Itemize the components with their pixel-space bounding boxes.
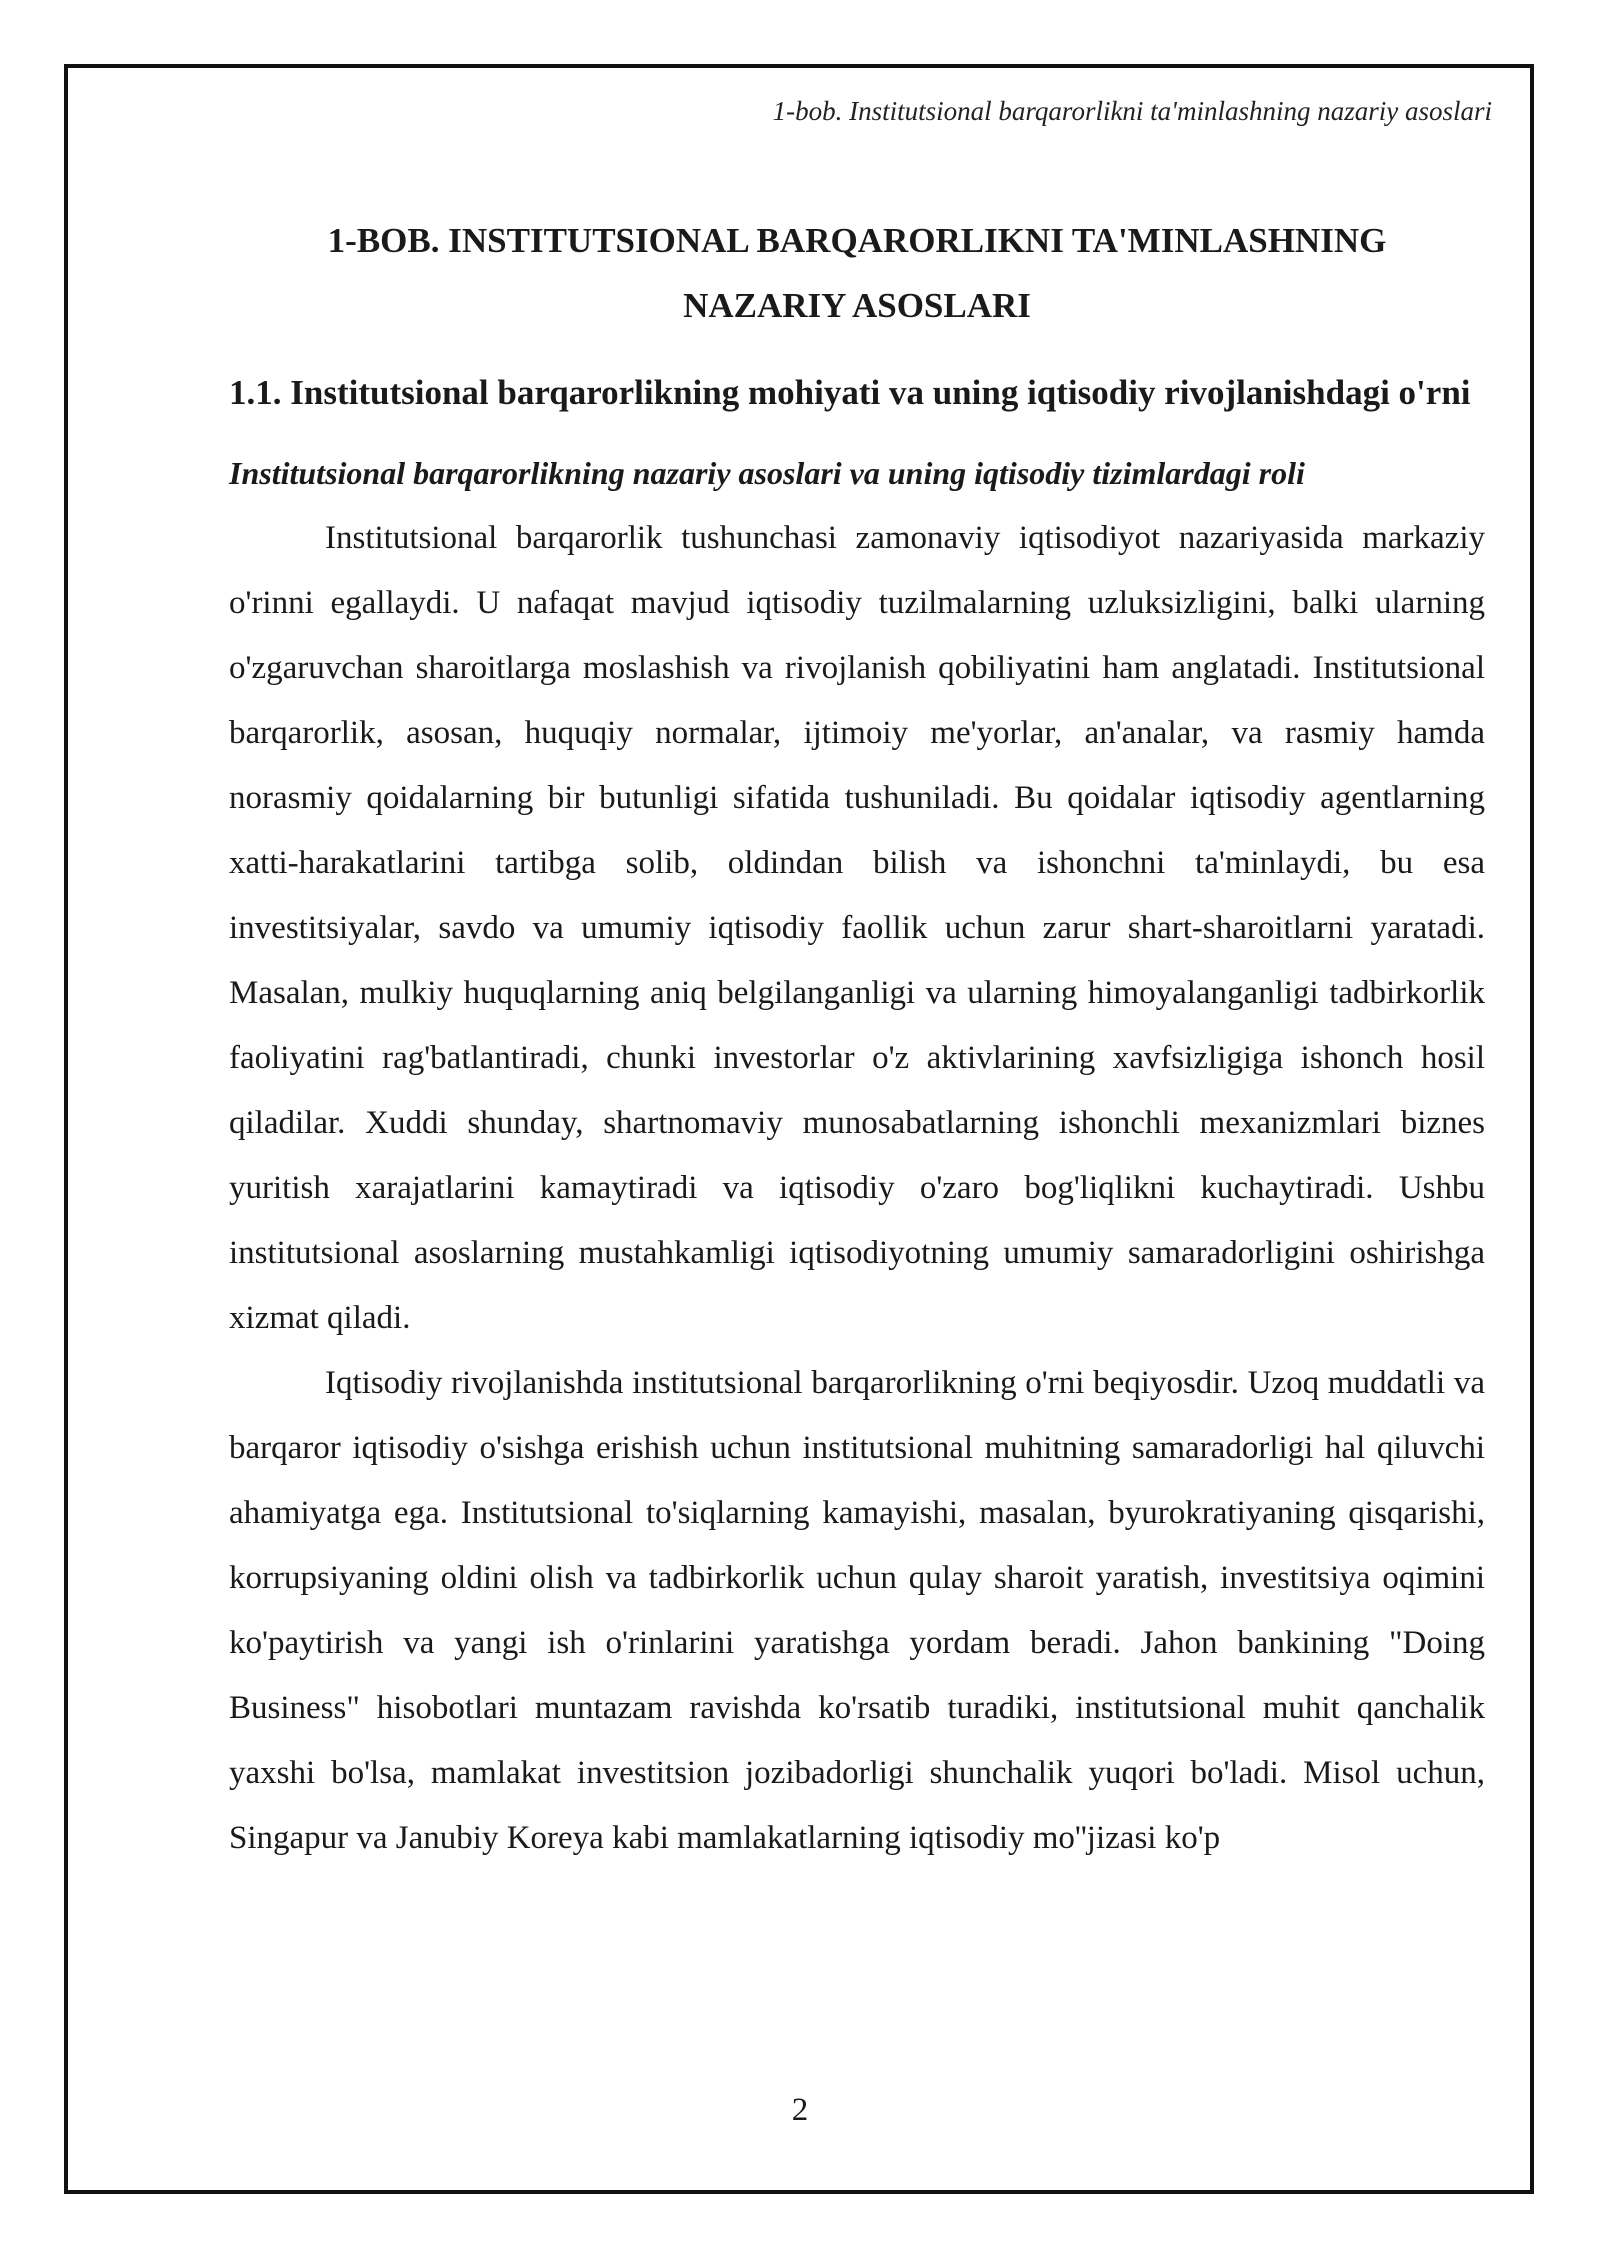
section-title: 1.1. Institutsional barqarorlikning mohiyati va uning iqtisodiy rivojlanishdagi o'rni	[229, 373, 1471, 412]
body-paragraph-2: Iqtisodiy rivojlanishda institutsional barqarorlikning o'rni beqiyosdir. Uzoq muddatli va barqaror iqtisodiy o'sishga erishish uchun institutsional muhitning samaradorligi hal qiluvchi ahamiyatga ega. Institutsional to'siqlarning kamayishi, masalan, byurokratiyaning qisqarishi, korrupsiyaning oldini olish va tadbirkorlik uchun qulay sharoit yaratish, investitsiya oqimini ko'paytirish va yangi ish o'rinlarini yaratishga yordam beradi. Jahon bankining "Doing Business" hisobotlari muntazam ravishda ko'rsatib turadiki, institutsional muhit qanchalik yaxshi bo'lsa, mamlakat investitsion jozibadorligi shunchalik yuqori bo'ladi. Misol uchun, Singapur va Janubiy Koreya kabi mamlakatlarning iqtisodiy mo''jizasi ko'p	[229, 1365, 1485, 1856]
subsection-title: Institutsional barqarorlikning nazariy asoslari va uning iqtisodiy tizimlardagi roli	[229, 455, 1305, 491]
page-number: 2	[791, 2092, 809, 2128]
chapter-title: 1-BOB. INSTITUTSIONAL BARQARORLIKNI TA'MINLASHNING NAZARIY ASOSLARI	[327, 221, 1387, 325]
page-content	[229, 208, 1485, 1871]
body-paragraph-1: Institutsional barqarorlik tushunchasi zamonaviy iqtisodiyot nazariyasida markaziy o'rinni egallaydi. U nafaqat mavjud iqtisodiy tuzilmalarning uzluksizligini, balki ularning o'zgaruvchan sharoitlarga moslashish va rivojlanish qobiliyatini ham anglatadi. Institutsional barqarorlik, asosan, huquqiy normalar, ijtimoiy me'yorlar, an'analar, va rasmiy hamda norasmiy qoidalarning bir butunligi sifatida tushuniladi. Bu qoidalar iqtisodiy agentlarning xatti-harakatlarini tartibga solib, oldindan bilish va ishonchni ta'minlaydi, bu esa investitsiyalar, savdo va umumiy iqtisodiy faollik uchun zarur shart-sharoitlarni yaratadi. Masalan, mulkiy huquqlarning aniq belgilanganligi va ularning himoyalanganligi tadbirkorlik faoliyatini rag'batlantiradi, chunki investorlar o'z aktivlarining xavfsizligiga ishonch hosil qiladilar. Xuddi shunday, shartnomaviy munosabatlarning ishonchli mexanizmlari biznes yuritish xarajatlarini kamaytiradi va iqtisodiy o'zaro bog'liqlikni kuchaytiradi. Ushbu institutsional asoslarning mustahkamligi iqtisodiyotning umumiy samaradorligini oshirishga xizmat qiladi.	[229, 520, 1485, 1336]
running-header: 1-bob. Institutsional barqarorlikni ta'minlashning nazariy asoslari	[772, 96, 1492, 126]
